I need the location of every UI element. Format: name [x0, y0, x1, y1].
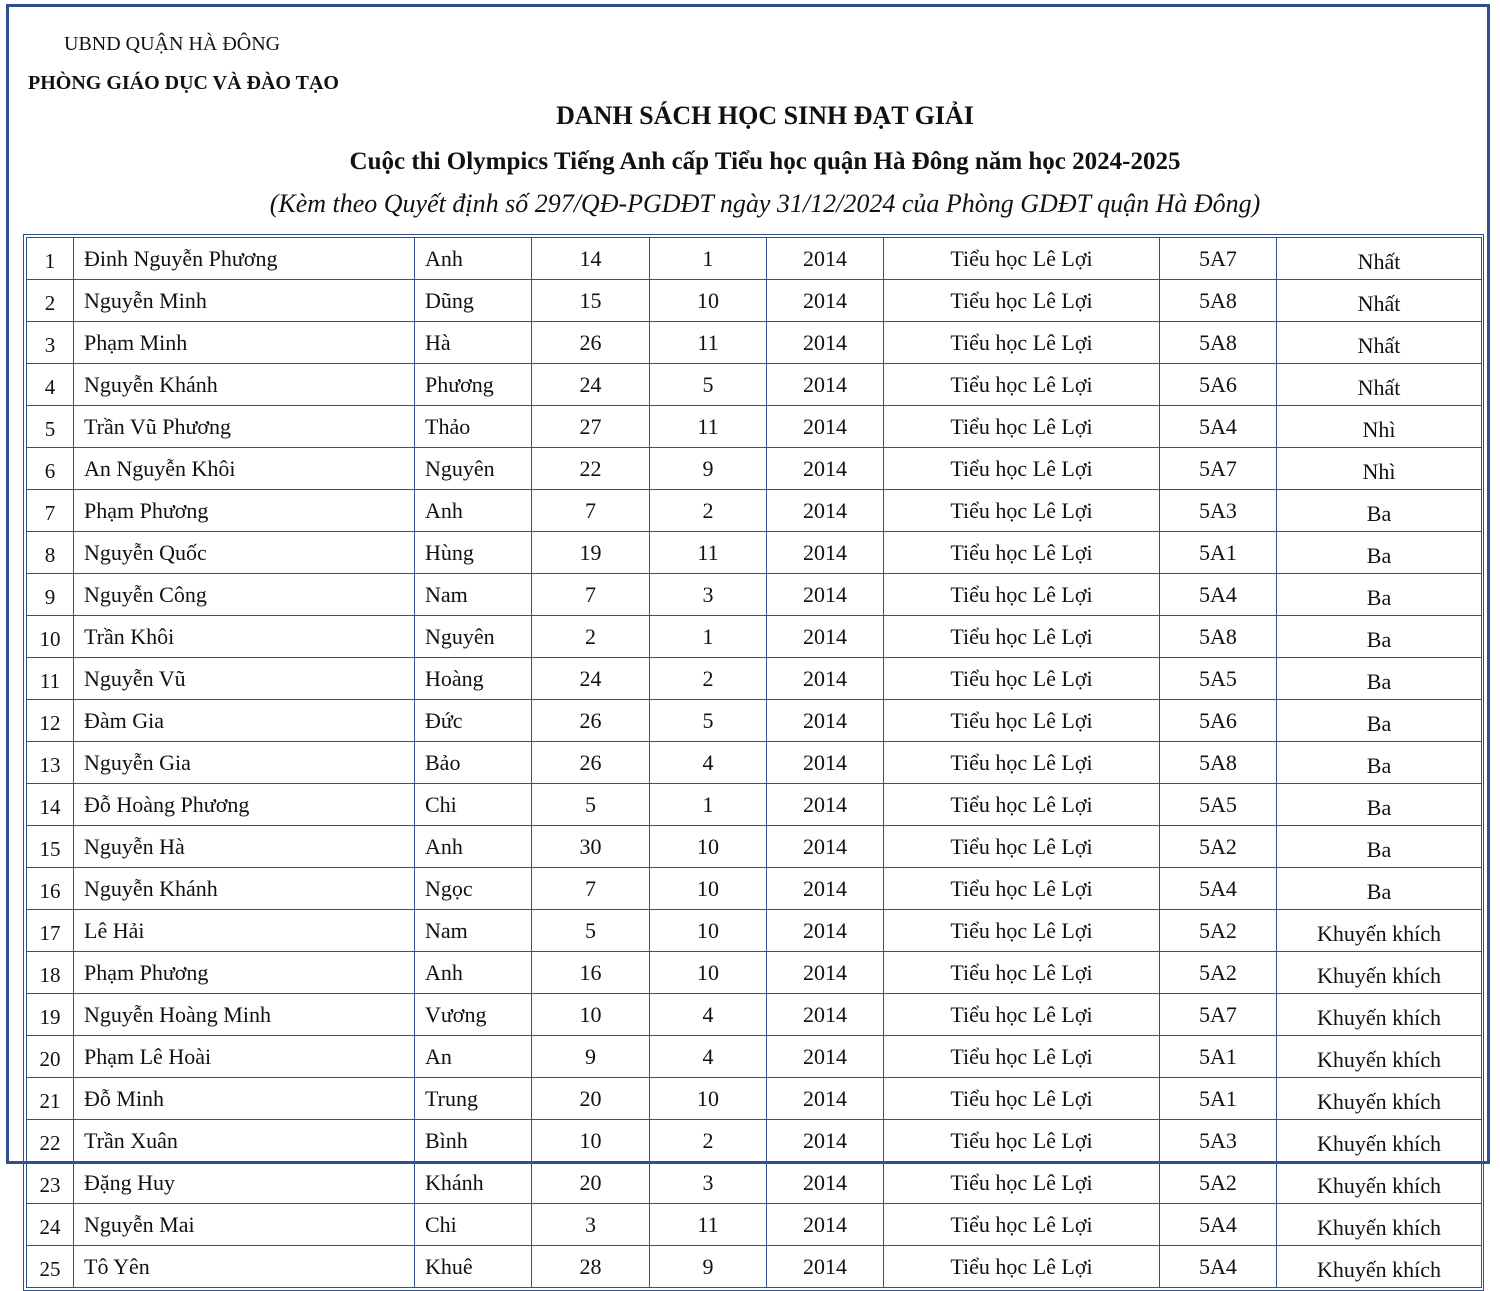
- prize-level: Ba: [1277, 532, 1482, 574]
- birth-month: 4: [650, 742, 767, 784]
- student-surname: Phạm Phương: [74, 952, 415, 994]
- student-surname: Đỗ Hoàng Phương: [74, 784, 415, 826]
- student-given-name: Trung: [415, 1078, 532, 1120]
- table-row: [27, 658, 1482, 700]
- student-surname: Nguyễn Quốc: [74, 532, 415, 574]
- birth-year: 2014: [767, 406, 884, 448]
- class-name: 5A7: [1160, 238, 1277, 280]
- row-number: 12: [27, 700, 74, 742]
- table-row: [27, 742, 1482, 784]
- birth-day: 27: [532, 406, 650, 448]
- school-name: Tiểu học Lê Lợi: [884, 784, 1160, 826]
- row-number: 19: [27, 994, 74, 1036]
- birth-month: 11: [650, 532, 767, 574]
- school-name: Tiểu học Lê Lợi: [884, 280, 1160, 322]
- class-name: 5A4: [1160, 868, 1277, 910]
- birth-year: 2014: [767, 1204, 884, 1246]
- birth-day: 10: [532, 994, 650, 1036]
- prize-level: Nhì: [1277, 448, 1482, 490]
- class-name: 5A4: [1160, 406, 1277, 448]
- school-name: Tiểu học Lê Lợi: [884, 1078, 1160, 1120]
- student-given-name: Nam: [415, 574, 532, 616]
- table-row: [27, 1036, 1482, 1078]
- class-name: 5A8: [1160, 280, 1277, 322]
- birth-day: 14: [532, 238, 650, 280]
- table-row: [27, 700, 1482, 742]
- birth-month: 10: [650, 910, 767, 952]
- school-name: Tiểu học Lê Lợi: [884, 910, 1160, 952]
- decision-note: (Kèm theo Quyết định số 297/QĐ-PGDĐT ngày 31/12/2024 của Phòng GDĐT quận Hà Đông): [269, 189, 1261, 218]
- prize-level: Khuyến khích: [1277, 994, 1482, 1036]
- school-name: Tiểu học Lê Lợi: [884, 994, 1160, 1036]
- birth-year: 2014: [767, 490, 884, 532]
- school-name: Tiểu học Lê Lợi: [884, 658, 1160, 700]
- row-number: 5: [27, 406, 74, 448]
- birth-year: 2014: [767, 910, 884, 952]
- birth-year: 2014: [767, 784, 884, 826]
- birth-year: 2014: [767, 238, 884, 280]
- student-surname: Đỗ Minh: [74, 1078, 415, 1120]
- table-row: [27, 1162, 1482, 1204]
- birth-day: 7: [532, 574, 650, 616]
- school-name: Tiểu học Lê Lợi: [884, 700, 1160, 742]
- table-row: [27, 238, 1482, 280]
- birth-year: 2014: [767, 1078, 884, 1120]
- birth-month: 4: [650, 994, 767, 1036]
- school-name: Tiểu học Lê Lợi: [884, 1204, 1160, 1246]
- student-given-name: Nguyên: [415, 448, 532, 490]
- class-name: 5A4: [1160, 1204, 1277, 1246]
- row-number: 6: [27, 448, 74, 490]
- birth-day: 22: [532, 448, 650, 490]
- prize-level: Khuyến khích: [1277, 910, 1482, 952]
- birth-month: 10: [650, 868, 767, 910]
- table-row: [27, 994, 1482, 1036]
- student-given-name: Hà: [415, 322, 532, 364]
- birth-day: 20: [532, 1078, 650, 1120]
- row-number: 7: [27, 490, 74, 532]
- prize-level: Ba: [1277, 826, 1482, 868]
- birth-year: 2014: [767, 952, 884, 994]
- document-subtitle: Cuộc thi Olympics Tiếng Anh cấp Tiểu học quận Hà Đông năm học 2024-2025: [349, 148, 1181, 175]
- class-name: 5A4: [1160, 574, 1277, 616]
- student-given-name: Anh: [415, 238, 532, 280]
- table-row: [27, 1120, 1482, 1162]
- school-name: Tiểu học Lê Lợi: [884, 322, 1160, 364]
- student-given-name: Thảo: [415, 406, 532, 448]
- birth-month: 10: [650, 1078, 767, 1120]
- student-given-name: Chi: [415, 1204, 532, 1246]
- table-row: [27, 448, 1482, 490]
- birth-month: 11: [650, 406, 767, 448]
- school-name: Tiểu học Lê Lợi: [884, 1120, 1160, 1162]
- student-surname: Phạm Lê Hoài: [74, 1036, 415, 1078]
- student-given-name: Đức: [415, 700, 532, 742]
- birth-month: 1: [650, 784, 767, 826]
- table-row: [27, 322, 1482, 364]
- row-number: 17: [27, 910, 74, 952]
- class-name: 5A3: [1160, 490, 1277, 532]
- table-row: [27, 868, 1482, 910]
- birth-year: 2014: [767, 574, 884, 616]
- birth-year: 2014: [767, 448, 884, 490]
- prize-level: Ba: [1277, 490, 1482, 532]
- row-number: 23: [27, 1162, 74, 1204]
- table-row: [27, 784, 1482, 826]
- birth-day: 9: [532, 1036, 650, 1078]
- birth-day: 7: [532, 868, 650, 910]
- birth-day: 5: [532, 784, 650, 826]
- birth-year: 2014: [767, 1162, 884, 1204]
- birth-day: 20: [532, 1162, 650, 1204]
- birth-year: 2014: [767, 826, 884, 868]
- student-surname: Nguyễn Hà: [74, 826, 415, 868]
- school-name: Tiểu học Lê Lợi: [884, 448, 1160, 490]
- birth-month: 2: [650, 1120, 767, 1162]
- birth-year: 2014: [767, 280, 884, 322]
- student-surname: Nguyễn Khánh: [74, 364, 415, 406]
- birth-day: 10: [532, 1120, 650, 1162]
- birth-day: 24: [532, 364, 650, 406]
- prize-level: Khuyến khích: [1277, 1036, 1482, 1078]
- student-surname: Nguyễn Gia: [74, 742, 415, 784]
- prize-level: Khuyến khích: [1277, 1078, 1482, 1120]
- table-row: [27, 364, 1482, 406]
- row-number: 15: [27, 826, 74, 868]
- awards-table: [26, 237, 1482, 1288]
- student-given-name: Dũng: [415, 280, 532, 322]
- student-given-name: Phương: [415, 364, 532, 406]
- awards-table-wrapper: [23, 234, 1484, 1291]
- birth-day: 5: [532, 910, 650, 952]
- student-surname: Đặng Huy: [74, 1162, 415, 1204]
- student-given-name: Hoàng: [415, 658, 532, 700]
- row-number: 3: [27, 322, 74, 364]
- row-number: 20: [27, 1036, 74, 1078]
- class-name: 5A3: [1160, 1120, 1277, 1162]
- prize-level: Ba: [1277, 742, 1482, 784]
- school-name: Tiểu học Lê Lợi: [884, 490, 1160, 532]
- birth-month: 1: [650, 616, 767, 658]
- student-given-name: Bình: [415, 1120, 532, 1162]
- student-surname: Trần Xuân: [74, 1120, 415, 1162]
- document-title: DANH SÁCH HỌC SINH ĐẠT GIẢI: [556, 101, 974, 130]
- prize-level: Khuyến khích: [1277, 1204, 1482, 1246]
- row-number: 8: [27, 532, 74, 574]
- student-given-name: Khánh: [415, 1162, 532, 1204]
- school-name: Tiểu học Lê Lợi: [884, 952, 1160, 994]
- row-number: 22: [27, 1120, 74, 1162]
- prize-level: Nhất: [1277, 280, 1482, 322]
- prize-level: Nhì: [1277, 406, 1482, 448]
- birth-month: 9: [650, 1246, 767, 1288]
- student-surname: An Nguyễn Khôi: [74, 448, 415, 490]
- birth-year: 2014: [767, 994, 884, 1036]
- birth-day: 16: [532, 952, 650, 994]
- class-name: 5A7: [1160, 994, 1277, 1036]
- birth-month: 5: [650, 364, 767, 406]
- student-given-name: Hùng: [415, 532, 532, 574]
- table-row: [27, 574, 1482, 616]
- school-name: Tiểu học Lê Lợi: [884, 742, 1160, 784]
- table-row: [27, 490, 1482, 532]
- row-number: 10: [27, 616, 74, 658]
- birth-month: 10: [650, 826, 767, 868]
- student-surname: Nguyễn Mai: [74, 1204, 415, 1246]
- student-surname: Nguyễn Hoàng Minh: [74, 994, 415, 1036]
- birth-year: 2014: [767, 364, 884, 406]
- student-surname: Nguyễn Khánh: [74, 868, 415, 910]
- prize-level: Ba: [1277, 868, 1482, 910]
- birth-day: 26: [532, 700, 650, 742]
- student-given-name: Khuê: [415, 1246, 532, 1288]
- row-number: 4: [27, 364, 74, 406]
- birth-year: 2014: [767, 658, 884, 700]
- birth-day: 30: [532, 826, 650, 868]
- prize-level: Nhất: [1277, 364, 1482, 406]
- class-name: 5A5: [1160, 784, 1277, 826]
- birth-year: 2014: [767, 700, 884, 742]
- class-name: 5A1: [1160, 532, 1277, 574]
- prize-level: Nhất: [1277, 322, 1482, 364]
- table-row: [27, 616, 1482, 658]
- student-surname: Tô Yên: [74, 1246, 415, 1288]
- birth-month: 10: [650, 952, 767, 994]
- table-row: [27, 280, 1482, 322]
- student-surname: Trần Vũ Phương: [74, 406, 415, 448]
- org-line-2: PHÒNG GIÁO DỤC VÀ ĐÀO TẠO: [28, 72, 339, 94]
- birth-year: 2014: [767, 742, 884, 784]
- table-row: [27, 952, 1482, 994]
- row-number: 13: [27, 742, 74, 784]
- student-given-name: Nguyên: [415, 616, 532, 658]
- student-given-name: Anh: [415, 952, 532, 994]
- class-name: 5A1: [1160, 1078, 1277, 1120]
- student-surname: Đàm Gia: [74, 700, 415, 742]
- birth-month: 9: [650, 448, 767, 490]
- birth-month: 11: [650, 1204, 767, 1246]
- class-name: 5A2: [1160, 952, 1277, 994]
- birth-year: 2014: [767, 1120, 884, 1162]
- student-given-name: Anh: [415, 826, 532, 868]
- prize-level: Nhất: [1277, 238, 1482, 280]
- row-number: 16: [27, 868, 74, 910]
- school-name: Tiểu học Lê Lợi: [884, 868, 1160, 910]
- row-number: 11: [27, 658, 74, 700]
- birth-year: 2014: [767, 616, 884, 658]
- class-name: 5A2: [1160, 910, 1277, 952]
- prize-level: Khuyến khích: [1277, 1162, 1482, 1204]
- class-name: 5A1: [1160, 1036, 1277, 1078]
- table-row: [27, 910, 1482, 952]
- birth-month: 2: [650, 658, 767, 700]
- birth-month: 3: [650, 1162, 767, 1204]
- class-name: 5A4: [1160, 1246, 1277, 1288]
- school-name: Tiểu học Lê Lợi: [884, 238, 1160, 280]
- student-surname: Nguyễn Vũ: [74, 658, 415, 700]
- student-surname: Phạm Phương: [74, 490, 415, 532]
- student-given-name: Anh: [415, 490, 532, 532]
- birth-month: 10: [650, 280, 767, 322]
- birth-day: 3: [532, 1204, 650, 1246]
- row-number: 21: [27, 1078, 74, 1120]
- birth-day: 28: [532, 1246, 650, 1288]
- student-given-name: Nam: [415, 910, 532, 952]
- student-given-name: An: [415, 1036, 532, 1078]
- school-name: Tiểu học Lê Lợi: [884, 364, 1160, 406]
- birth-year: 2014: [767, 532, 884, 574]
- table-row: [27, 532, 1482, 574]
- birth-day: 15: [532, 280, 650, 322]
- birth-year: 2014: [767, 1246, 884, 1288]
- class-name: 5A6: [1160, 700, 1277, 742]
- birth-month: 4: [650, 1036, 767, 1078]
- row-number: 9: [27, 574, 74, 616]
- school-name: Tiểu học Lê Lợi: [884, 1162, 1160, 1204]
- table-row: [27, 826, 1482, 868]
- table-row: [27, 1246, 1482, 1288]
- birth-month: 2: [650, 490, 767, 532]
- table-row: [27, 1204, 1482, 1246]
- prize-level: Khuyến khích: [1277, 1246, 1482, 1288]
- class-name: 5A8: [1160, 616, 1277, 658]
- prize-level: Khuyến khích: [1277, 1120, 1482, 1162]
- prize-level: Ba: [1277, 616, 1482, 658]
- prize-level: Khuyến khích: [1277, 952, 1482, 994]
- birth-day: 19: [532, 532, 650, 574]
- birth-day: 24: [532, 658, 650, 700]
- row-number: 24: [27, 1204, 74, 1246]
- row-number: 25: [27, 1246, 74, 1288]
- birth-month: 5: [650, 700, 767, 742]
- birth-year: 2014: [767, 1036, 884, 1078]
- birth-month: 11: [650, 322, 767, 364]
- prize-level: Ba: [1277, 574, 1482, 616]
- school-name: Tiểu học Lê Lợi: [884, 1036, 1160, 1078]
- prize-level: Ba: [1277, 700, 1482, 742]
- school-name: Tiểu học Lê Lợi: [884, 532, 1160, 574]
- row-number: 18: [27, 952, 74, 994]
- student-given-name: Chi: [415, 784, 532, 826]
- class-name: 5A8: [1160, 742, 1277, 784]
- class-name: 5A7: [1160, 448, 1277, 490]
- class-name: 5A2: [1160, 826, 1277, 868]
- birth-day: 7: [532, 490, 650, 532]
- prize-level: Ba: [1277, 784, 1482, 826]
- school-name: Tiểu học Lê Lợi: [884, 574, 1160, 616]
- birth-day: 26: [532, 742, 650, 784]
- student-surname: Lê Hải: [74, 910, 415, 952]
- birth-year: 2014: [767, 322, 884, 364]
- org-line-1: UBND QUẬN HÀ ĐÔNG: [64, 33, 281, 55]
- birth-year: 2014: [767, 868, 884, 910]
- student-surname: Nguyễn Minh: [74, 280, 415, 322]
- student-surname: Trần Khôi: [74, 616, 415, 658]
- birth-month: 1: [650, 238, 767, 280]
- row-number: 2: [27, 280, 74, 322]
- student-given-name: Ngọc: [415, 868, 532, 910]
- student-given-name: Vương: [415, 994, 532, 1036]
- school-name: Tiểu học Lê Lợi: [884, 1246, 1160, 1288]
- birth-day: 26: [532, 322, 650, 364]
- class-name: 5A2: [1160, 1162, 1277, 1204]
- row-number: 1: [27, 238, 74, 280]
- student-surname: Nguyễn Công: [74, 574, 415, 616]
- birth-day: 2: [532, 616, 650, 658]
- row-number: 14: [27, 784, 74, 826]
- class-name: 5A8: [1160, 322, 1277, 364]
- student-surname: Phạm Minh: [74, 322, 415, 364]
- table-row: [27, 406, 1482, 448]
- table-row: [27, 1078, 1482, 1120]
- school-name: Tiểu học Lê Lợi: [884, 406, 1160, 448]
- school-name: Tiểu học Lê Lợi: [884, 826, 1160, 868]
- class-name: 5A6: [1160, 364, 1277, 406]
- prize-level: Ba: [1277, 658, 1482, 700]
- birth-month: 3: [650, 574, 767, 616]
- class-name: 5A5: [1160, 658, 1277, 700]
- student-surname: Đinh Nguyễn Phương: [74, 238, 415, 280]
- student-given-name: Bảo: [415, 742, 532, 784]
- school-name: Tiểu học Lê Lợi: [884, 616, 1160, 658]
